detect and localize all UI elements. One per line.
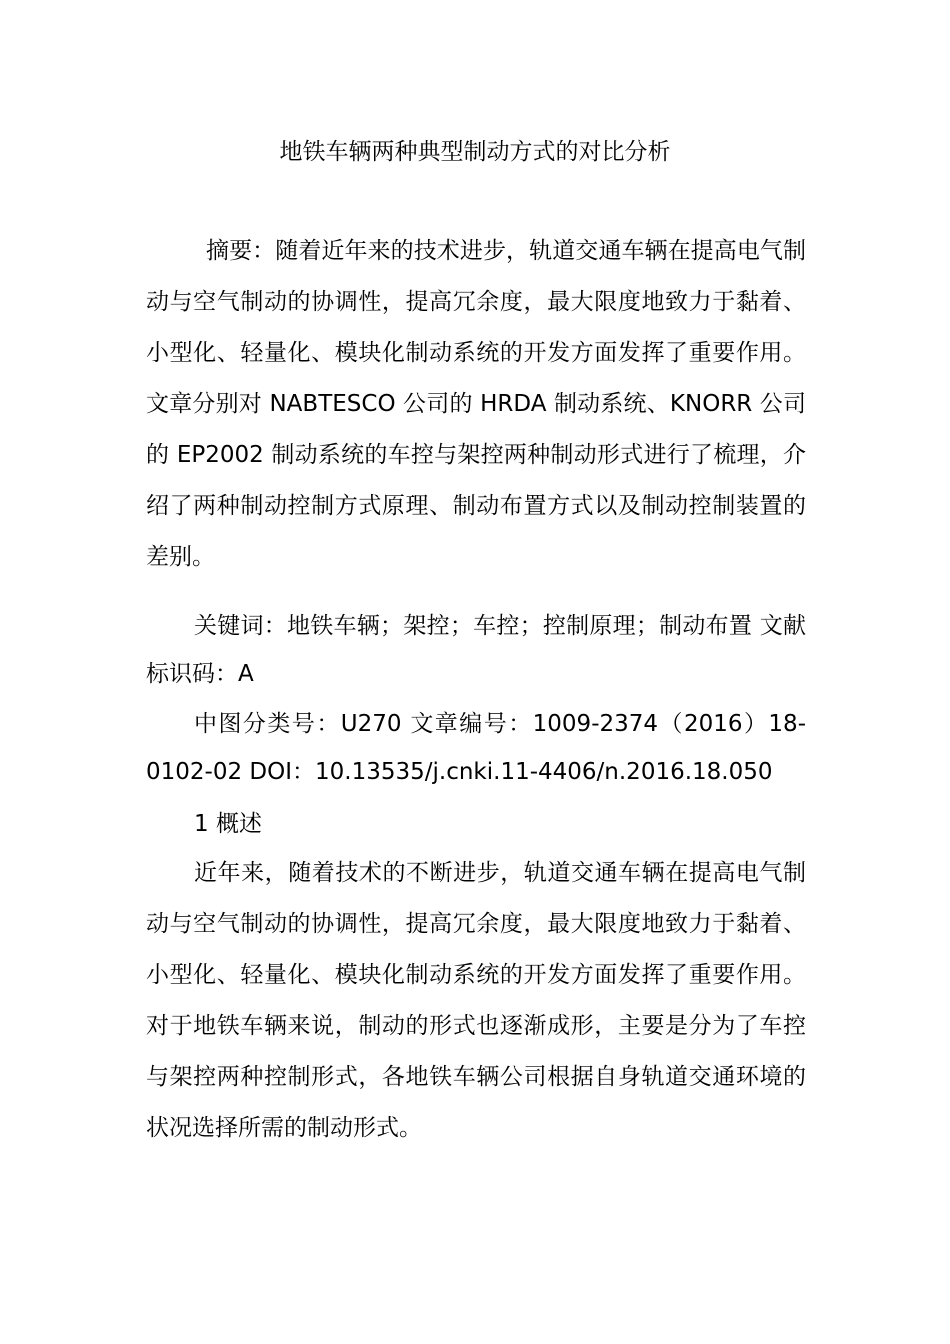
keywords-paragraph: 关键词：地铁车辆；架控；车控；控制原理；制动布置 文献标识码：A	[146, 613, 806, 687]
intro-paragraph: 近年来，随着技术的不断进步，轨道交通车辆在提高电气制动与空气制动的协调性，提高冗余度，最大限度地致力于黏着、小型化、轻量化、模块化制动系统的开发方面发挥了重要作用。对于地铁车辆来说，制动的形式也逐渐成形，主要是分为了车控与架控两种控制形式，各地铁车辆公司根据自身轨道交通环境的状况选择所需的制动形式。	[146, 860, 806, 1141]
classification-paragraph: 中图分类号：U270 文章编号：1009-2374（2016）18-0102-02 DOI：10.13535/j.cnki.11-4406/n.2016.18.050	[146, 711, 806, 785]
document-title: 地铁车辆两种典型制动方式的对比分析	[279, 139, 671, 165]
section-heading: 1 概述	[194, 811, 262, 837]
abstract-paragraph: 摘要：随着近年来的技术进步，轨道交通车辆在提高电气制动与空气制动的协调性，提高冗余度，最大限度地致力于黏着、小型化、轻量化、模块化制动系统的开发方面发挥了重要作用。文章分别对 NABTESCO 公司的 HRDA 制动系统、KNORR 公司的 EP2002 制动系统的车控与架控两种制动形式进行了梳理，介绍了两种制动控制方式原理、制动布置方式以及制动控制装置的差别。	[146, 238, 806, 570]
